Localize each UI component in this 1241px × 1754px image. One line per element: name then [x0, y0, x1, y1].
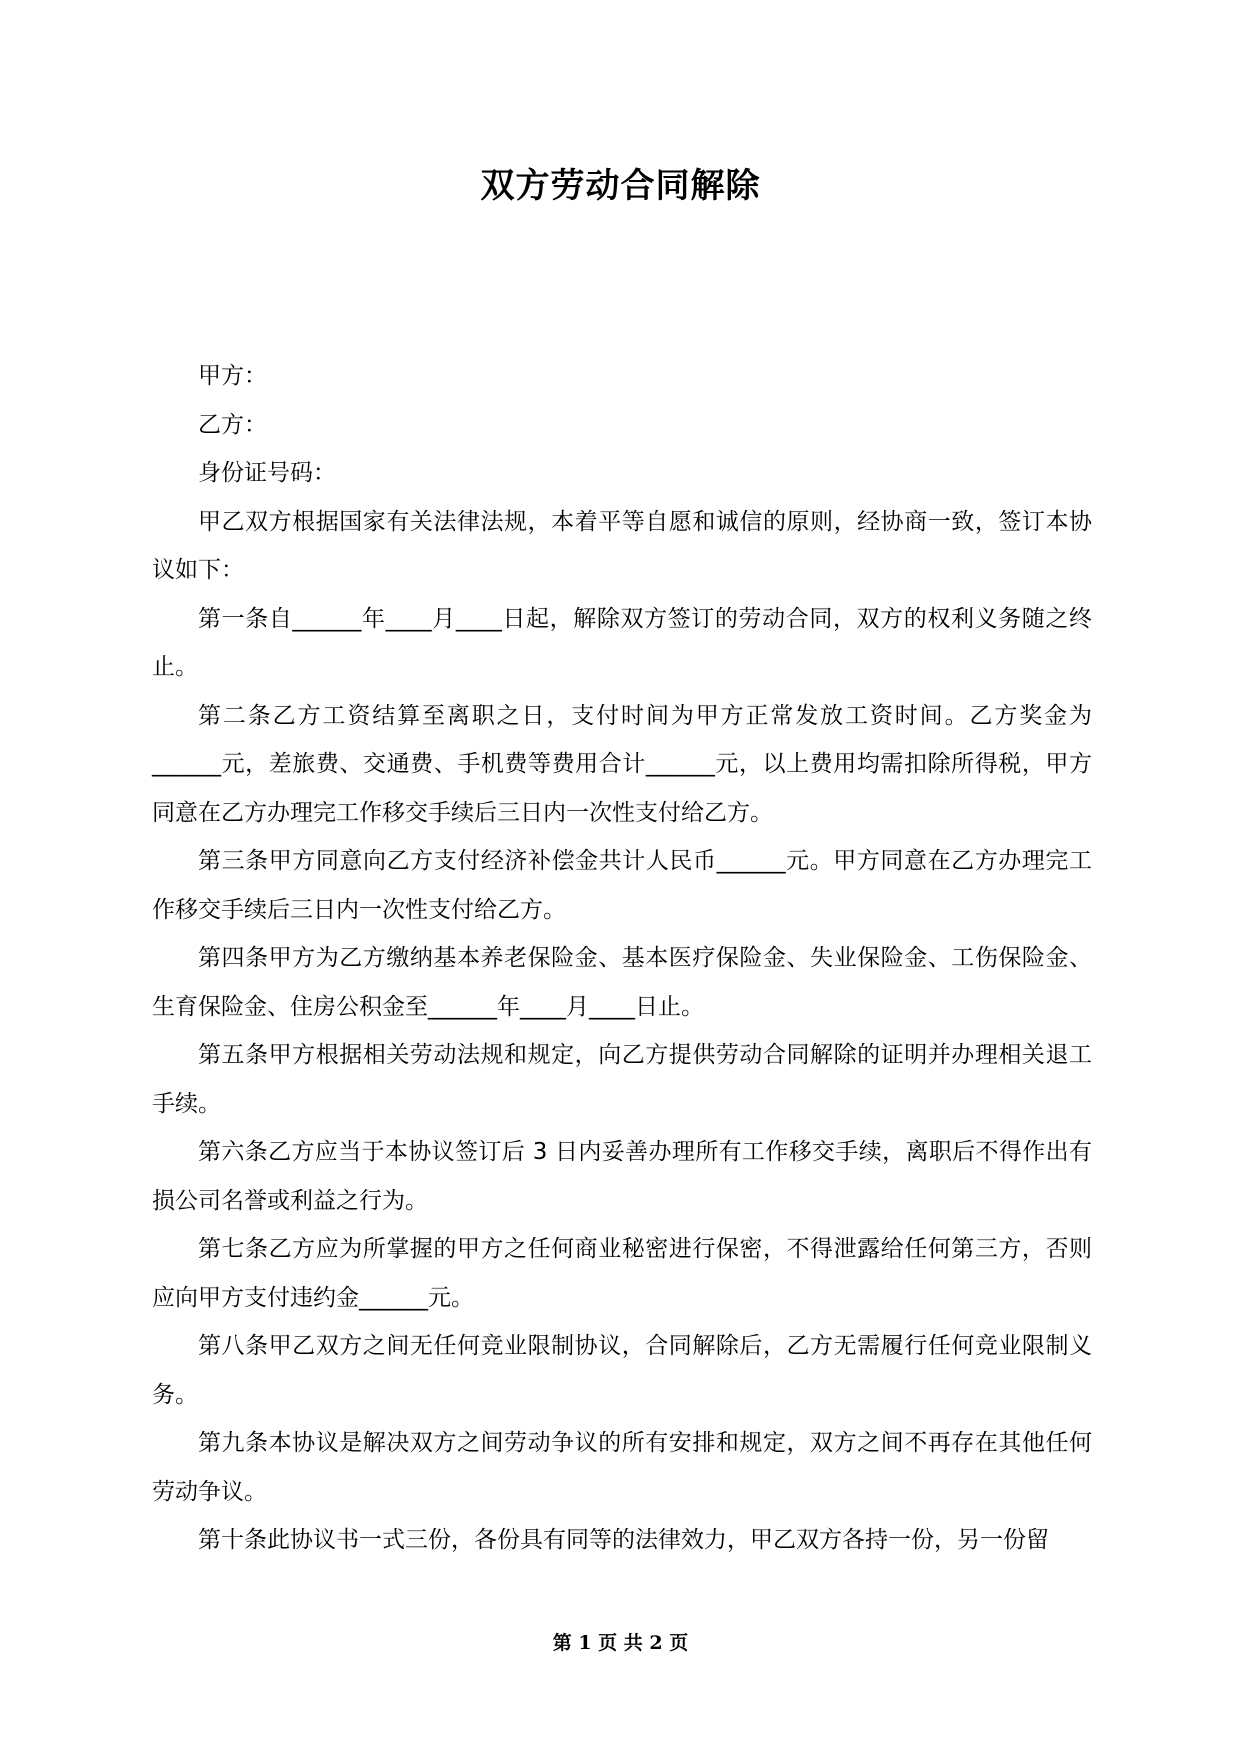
- article-5: 第五条甲方根据相关劳动法规和规定，向乙方提供劳动合同解除的证明并办理相关退工手续。: [152, 1042, 1092, 1117]
- article-4: 第四条甲方为乙方缴纳基本养老保险金、基本医疗保险金、失业保险金、工伤保险金、生育保险金、住房公积金至______年____月____日止。: [152, 945, 1092, 1020]
- document-body: [152, 352, 1092, 1565]
- document-title: 双方劳动合同解除: [480, 166, 761, 206]
- article-9: 第九条本协议是解决双方之间劳动争议的所有安排和规定，双方之间不再存在其他任何劳动争议。: [152, 1430, 1092, 1505]
- preamble-paragraph: 甲乙双方根据国家有关法律法规，本着平等自愿和诚信的原则，经协商一致，签订本协议如下：: [152, 508, 1092, 583]
- id-number-line: 身份证号码：: [198, 460, 336, 486]
- page-number-footer: 第 1 页 共 2 页: [552, 1632, 689, 1654]
- party-b-line: 乙方：: [198, 411, 267, 438]
- article-3: 第三条甲方同意向乙方支付经济补偿金共计人民币______元。甲方同意在乙方办理完工作移交手续后三日内一次性支付给乙方。: [152, 848, 1092, 923]
- article-2: 第二条乙方工资结算至离职之日，支付时间为甲方正常发放工资时间。乙方奖金为______元，差旅费、交通费、手机费等费用合计______元，以上费用均需扣除所得税，甲方同意在乙方办理完工作移交手续后三日内一次性支付给乙方。: [152, 702, 1092, 826]
- article-10: 第十条此协议书一式三份，各份具有同等的法律效力，甲乙双方各持一份，另一份留: [198, 1527, 1049, 1553]
- article-8: 第八条甲乙双方之间无任何竞业限制协议，合同解除后，乙方无需履行任何竞业限制义务。: [152, 1333, 1092, 1408]
- article-7: 第七条乙方应为所掌握的甲方之任何商业秘密进行保密，不得泄露给任何第三方，否则应向甲方支付违约金______元。: [152, 1236, 1092, 1311]
- article-1: 第一条自______年____月____日起，解除双方签订的劳动合同，双方的权利义务随之终止。: [152, 605, 1092, 680]
- article-6: 第六条乙方应当于本协议签订后 3 日内妥善办理所有工作移交手续，离职后不得作出有损公司名誉或利益之行为。: [152, 1139, 1092, 1214]
- party-a-line: 甲方：: [198, 363, 267, 389]
